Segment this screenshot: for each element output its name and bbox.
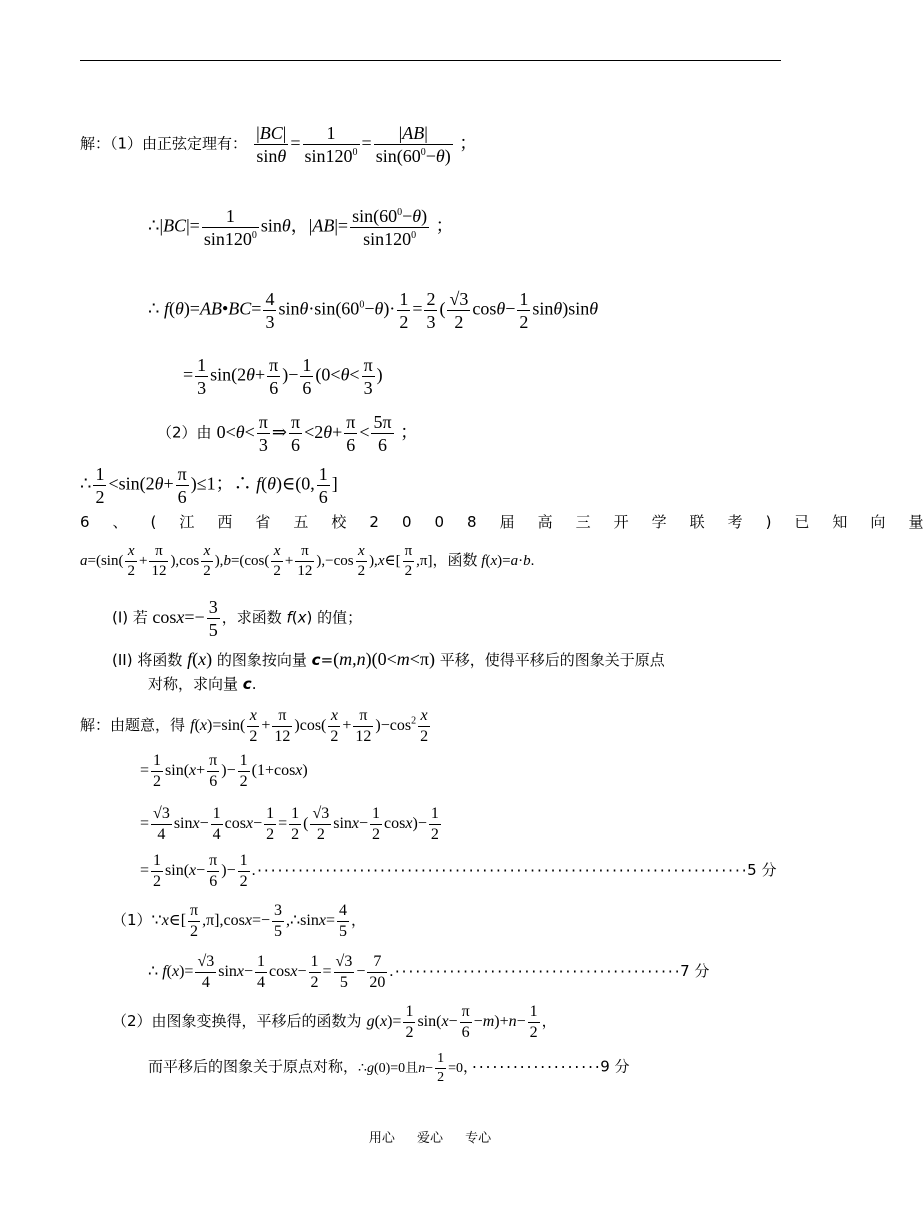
solution-6-line-3: = $\frac{√3}{4}$ sinx− $\frac{1}{4}$ cosx− $\frac{1}{2}$ = $\frac{1}{2}$ ( $\frac{√3}{2}$ sinx− $\frac{1}{2}$ cosx)− $\frac{1}{2}$ <box>140 805 439 843</box>
solution-line-6: ∴ $\frac{1}{2}$ <sin(2θ+ $\frac{\pi}{6}$ )≤1；∴ f(θ)∈(0, $\frac{1}{6}$ ] <box>80 464 338 507</box>
score-9: 9 分 <box>600 1057 630 1076</box>
page-footer: 用心 爱心 专心 <box>368 1131 492 1146</box>
solution-6-line-4: = $\frac{1}{2}$ sin(x− $\frac{\pi}{6}$ )− $\frac{1}{2}$ .········································································5 分 <box>140 852 777 890</box>
question-6-vectors: a=(sin( $\frac{x}{2}$ + $\frac{\pi}{12}$ ),cos $\frac{x}{2}$ ),b=(cos( $\frac{x}{2}$ + $\frac{\pi}{12}$ ),−cos $\frac{x}{2}$ ),x∈[ $\frac{\pi}{2}$ ,π]，函数 f(x)=a·b. <box>80 543 535 579</box>
score-5: 5 分 <box>747 861 777 880</box>
solution-6-line-2: = $\frac{1}{2}$ sin(x+ $\frac{\pi}{6}$ )− $\frac{1}{2}$ (1+cosx) <box>140 752 308 790</box>
solution-6-line-7: （2）由图象变换得，平移后的函数为 g(x)= $\frac{1}{2}$ sin(x− $\frac{\pi}{6}$ −m)+n− $\frac{1}{2}$ ， <box>112 1003 557 1041</box>
question-6-part-2b: 对称，求向量 c. <box>148 675 257 693</box>
solution-line-4: = $\frac{1}{3}$ sin(2θ+ $\frac{\pi}{6}$ )− $\frac{1}{6}$ (0<θ< $\frac{\pi}{3}$ ) <box>183 355 383 398</box>
question-6-part-2a: (II) 将函数 f(x) 的图象按向量 c=(m,n)(0<m<π) 平移，使得平移后的图象关于原点 <box>112 649 665 669</box>
part-2-label: （2）由 <box>157 423 212 442</box>
law-of-sines-equation: $\frac{|BC|}{\sin\theta}$ = $\frac{1}{\sin 120^0}$ = $\frac{|AB|}{\sin(60^0-\theta)}$ ； <box>256 123 478 166</box>
question-6-title: 6、(江西省五校2008届高三开学联考)已知向量 <box>80 513 923 531</box>
solution-6-line-5: （1）∵x∈[ $\frac{\pi}{2}$ ,π],cosx=− $\frac{3}{5}$ ,∴sinx= $\frac{4}{5}$ ， <box>112 902 366 940</box>
solution-line-1 <box>80 124 477 165</box>
question-6-part-1: (I) 若 cosx=− $\frac{3}{5}$ ，求函数 f(x) 的值； <box>112 597 363 640</box>
solution-line-2: ∴|BC|= $\frac{1}{\sin 120^0}$ sinθ，|AB|= $\frac{\sin(60^0-\theta)}{\sin 120^0}$ ； <box>148 206 454 249</box>
solution-6-line-8: 而平移后的图象关于原点对称，∴g(0)=0且n− $\frac{1}{2}$ =0，···················9 分 <box>148 1051 630 1085</box>
solution-label: 解：（1）由正弦定理有： <box>80 134 248 153</box>
solution-6-line-1: 解：由题意，得 f(x)=sin( $\frac{x}{2}$ + $\frac{\pi}{12}$ )cos( $\frac{x}{2}$ + $\frac{\pi}{12}$ )$-\cos^2$ $\frac{x}{2}$ <box>80 707 429 745</box>
solution-6-line-6: ∴ f(x)= $\frac{√3}{4}$ sinx− $\frac{1}{4}$ cosx− $\frac{1}{2}$ = $\frac{√3}{5}$ − $\frac{7}{20}$ .··········································7 分 <box>148 953 710 991</box>
score-7: 7 分 <box>680 962 710 981</box>
solution-line-3: ∴ f(θ)=AB•BC= $\frac{4}{3}$ $\sin\theta\cdot\sin(60^0-\theta)\cdot$ $\frac{1}{2}$ = $\frac{2}{3}$ ( $\frac{√3}{2}$ cosθ− $\frac{1}{2}$ sinθ)sinθ <box>148 289 599 332</box>
header-rule <box>80 60 781 61</box>
solution-line-5: （2）由 0<θ< $\frac{\pi}{3}$ ⇒ $\frac{\pi}{6}$ <2θ+ $\frac{\pi}{6}$ < $\frac{5\pi}{6}$ ； <box>157 412 419 455</box>
